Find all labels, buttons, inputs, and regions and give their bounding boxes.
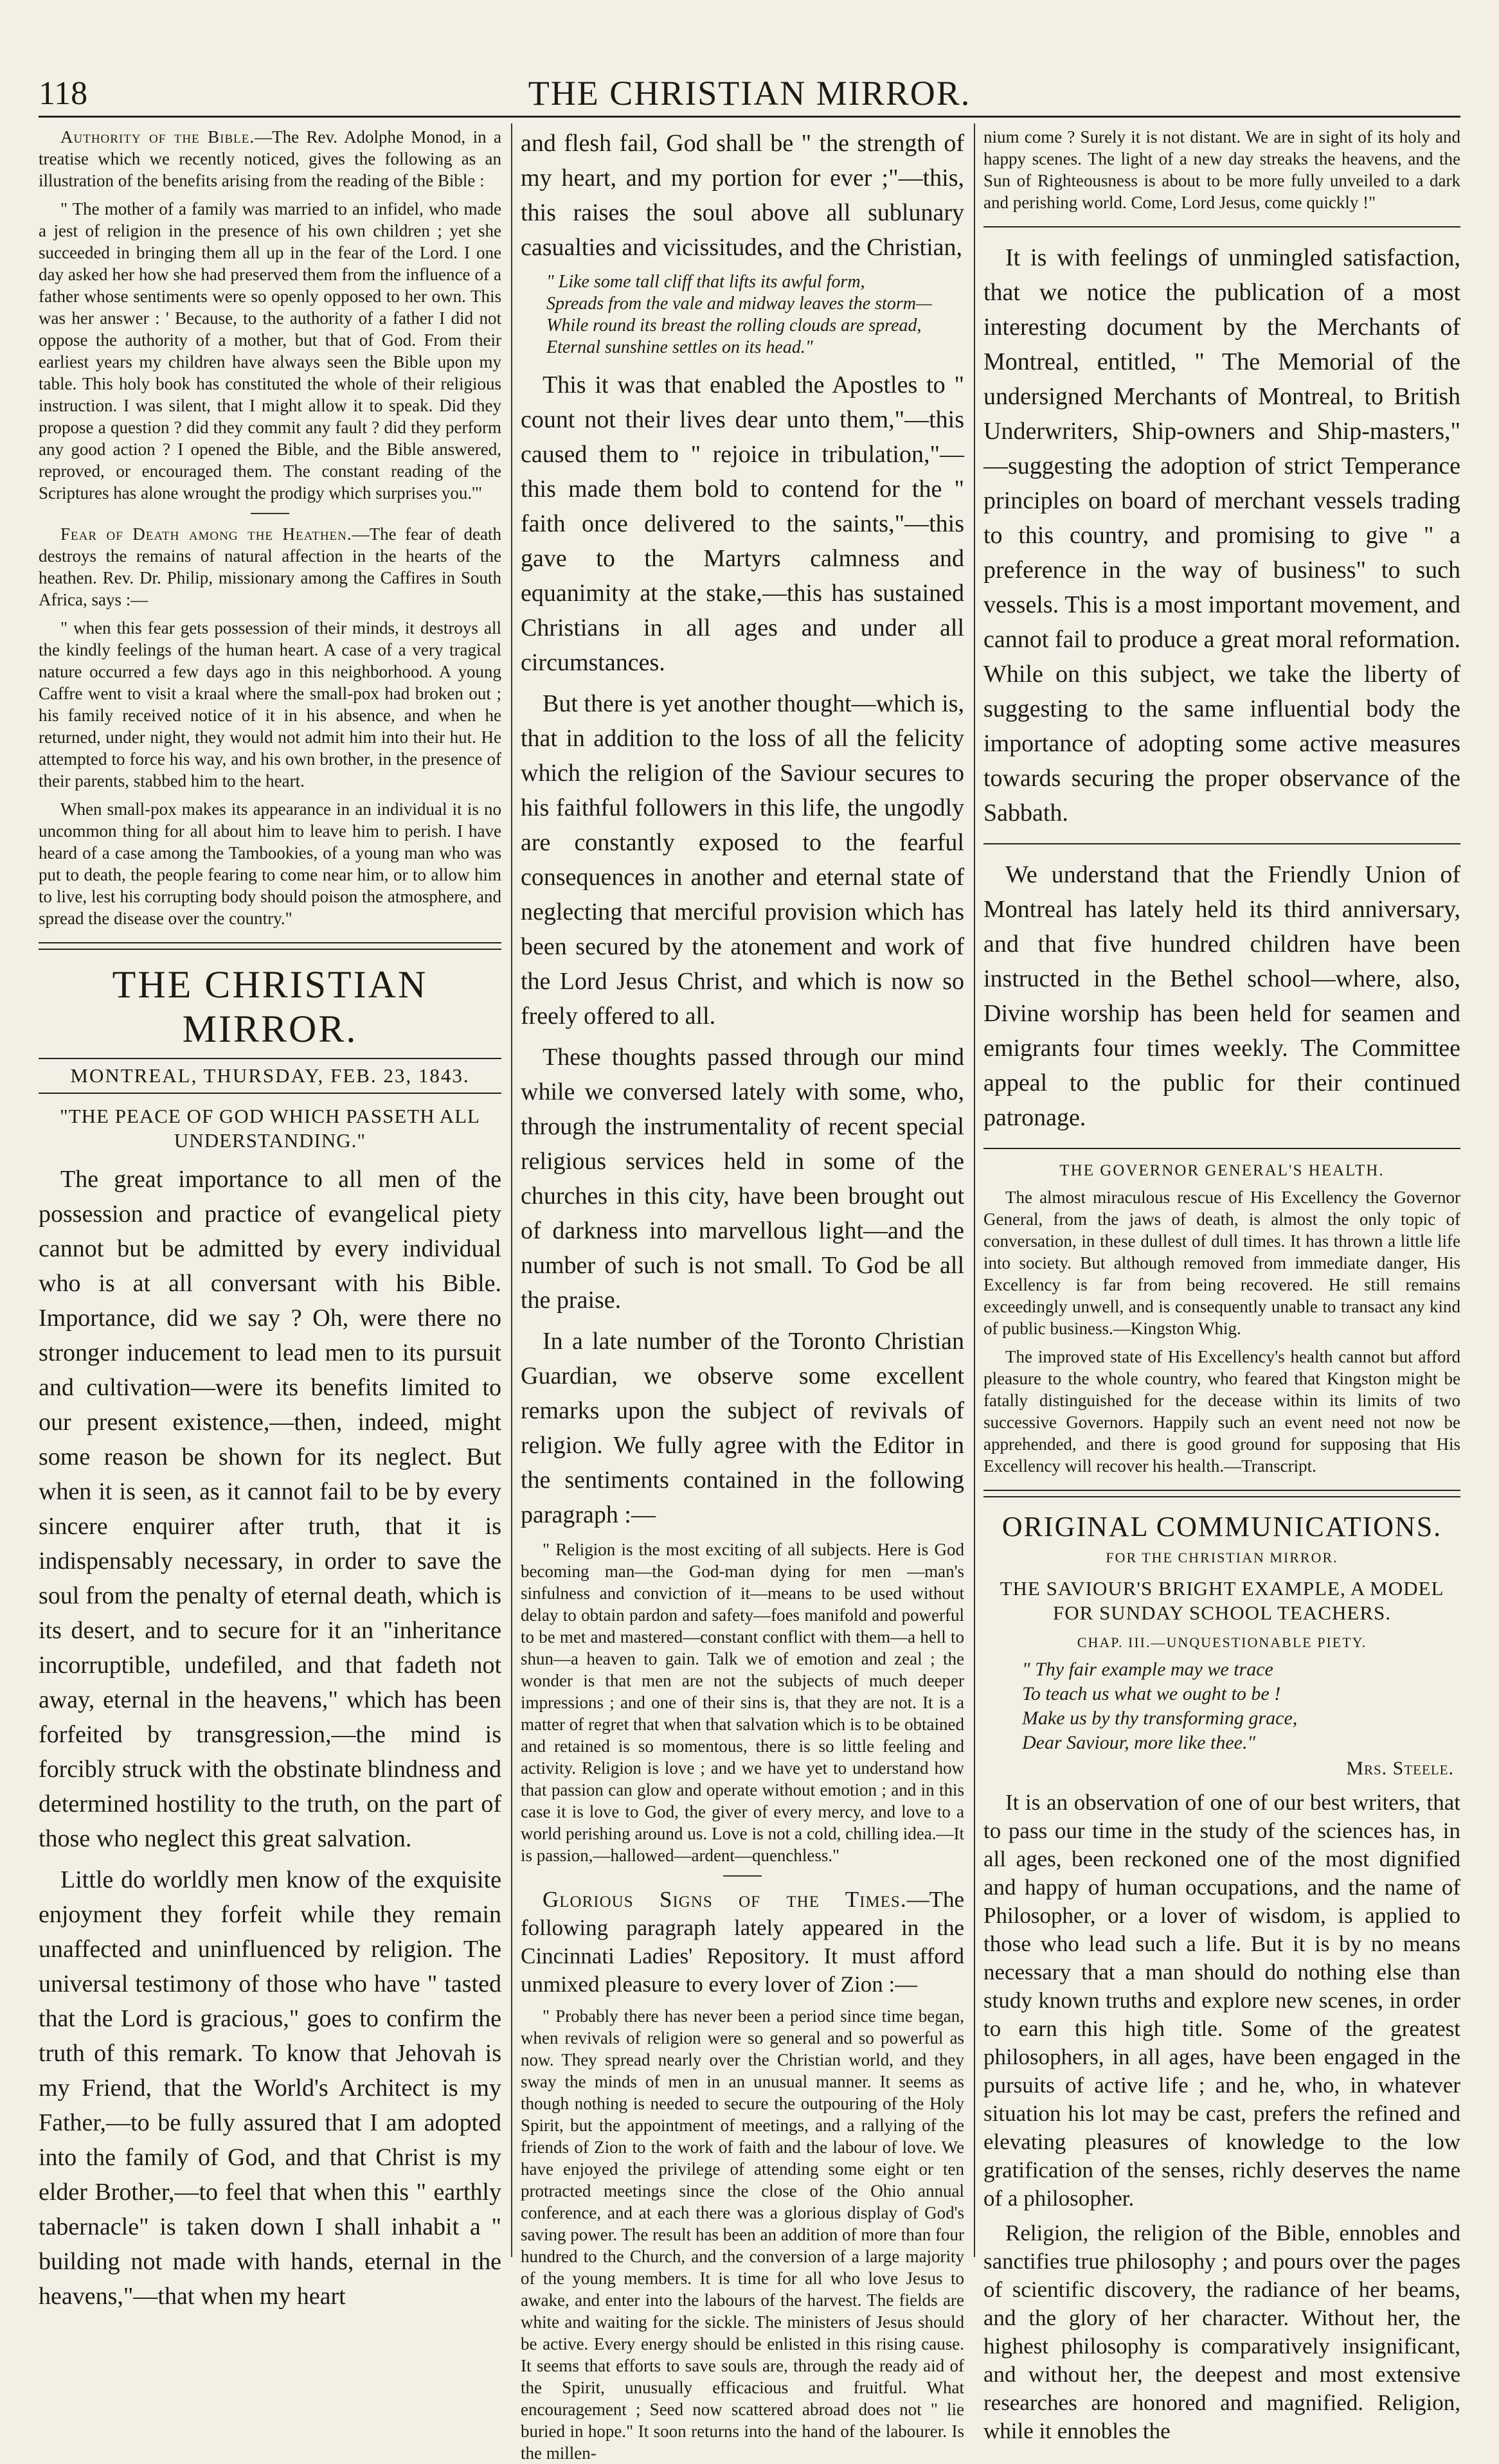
article-heading: "THE PEACE OF GOD WHICH PASSETH ALL UNDERSTANDING."	[60, 1105, 480, 1152]
fear-paragraph	[39, 523, 501, 611]
article-paragraph: These thoughts passed through our mind while we conversed lately with some, who, through the instrumentality of recent special religious services held in some of the churches in this city, have been brought out of darkness into marvellous light—and the number of such is not small. To God be all the praise.	[521, 1044, 964, 1314]
governor-heading: THE GOVERNOR GENERAL'S HEALTH.	[1059, 1162, 1385, 1179]
section-divider	[251, 513, 289, 514]
page-number: 118	[39, 75, 88, 112]
fear-intro: —The fear of death destroys the remains of natural affection in the hearts of the heathen. Rev. Dr. Philip, missionary among the Caffires in South Africa, says :—	[39, 524, 501, 609]
temperance-paragraph: It is with feelings of unmingled satisfaction, that we notice the publication of a most interesting document by the Merchants of Montreal, entitled, " The Memorial of the undersigned Merchants of Montreal, to British Underwriters, Ship-owners and Ship-masters," —suggesting the adoption of strict Temperance principles on board of merchant vessels trading to this country, and promising to give " a preference in the way of business" to such vessels. This is a most important movement, and cannot fail to produce a great moral reformation. While on this subject, we take the liberty of suggesting to the same influential body the importance of adopting some active measures towards securing the proper observance of the Sabbath.	[983, 244, 1460, 826]
authority-paragraph	[39, 126, 501, 192]
dateline-rule	[39, 1058, 501, 1059]
friendly-union-paragraph: We understand that the Friendly Union of Montreal has lately held its third anniversary, and that five hundred children have been instructed in the Bethel school—where, also, Divine worship has been held for seamen and emigrants four times weekly. The Committee appeal to the public for their continued patronage.	[983, 861, 1460, 1131]
section-rule	[983, 1490, 1460, 1497]
verse-quote	[521, 271, 964, 359]
column-1	[39, 126, 501, 2310]
fear-quote: " when this fear gets possession of their minds, it destroys all the kindly feelings of the human heart. A case of a very tragical nature occurred a few days ago in this neighborhood. A young Caffre went to visit a kraal where the small-pox had broken out ; his family received notice of it in his absence, and when he returned, under night, they would not admit him into their hut. He attempted to force his way, and his own brother, in the presence of their parents, stabbed him to the heart.	[39, 618, 501, 790]
column-2	[521, 126, 964, 2463]
masthead: THE CHRISTIAN MIRROR.	[112, 963, 428, 1050]
poem	[983, 1657, 1460, 1755]
fear-heading: Fear of Death among the Heathen.	[60, 524, 352, 544]
column-3	[983, 126, 1460, 2443]
authority-quote: " The mother of a family was married to an infidel, who made a jest of religion in the presence of his own children ; yet she succeeded in bringing them all up in the fear of the Lord. I one day asked her how she had preserved them from the influence of a father whose sentiments were so openly opposed to her own. This was her answer : ' Because, to the authority of a father I did not oppose the authority of a mother, but that of God. From their earliest years my children have always seen the Bible upon my table. This holy book has constituted the whole of their religious instruction. I was silent, that I might allow it to speak. Did they propose a question ? did they commit any fault ? did they perform any good action ? I opened the Bible, and the Bible answered, reproved, or encouraged them. The constant reading of the Scriptures has alone wrought the prodigy which surprises you.'"	[39, 199, 501, 503]
guardian-quote: " Religion is the most exciting of all subjects. Here is God becoming man—the God-man dying for men —man's sinfulness and conviction of it—means to be used without delay to obtain pardon and safety—foes manifold and powerful to be met and mastered—constant conflict with them—a hell to shun—a heaven to gain. Talk we of emotion and zeal ; the wonder is that men are not the subjects of much deeper impressions ; and one of their sins is, that they are not. It is a matter of regret that when that salvation which is to be obtained and retained is so momentous, there is so little feeling and activity. Religion is love ; and we have yet to understand how that passion can glow and operate without emotion ; and in this case it is love to God, the giver of every mercy, and love to a world perishing around us. Love is not a cold, chilling idea.—It is passion,—hallowed—ardent—quenchless."	[521, 1540, 964, 1865]
section-divider	[723, 1875, 762, 1877]
verse-line: Spreads from the vale and midway leaves the storm—	[546, 294, 932, 314]
signs-paragraph	[521, 1886, 964, 1999]
signs-intro: —The following paragraph lately appeared in the Cincinnati Ladies' Repository. It must afford unmixed pleasure to every lover of Zion :—	[521, 1887, 964, 1997]
authority-heading: Authority of the Bible.	[60, 127, 255, 147]
dateline-rule	[39, 1093, 501, 1094]
for-mirror-subheading: FOR THE CHRISTIAN MIRROR.	[1106, 1549, 1338, 1566]
verse-line: While round its breast the rolling clouds are spread,	[546, 316, 922, 335]
signs-heading: Glorious Signs of the Times.	[543, 1887, 907, 1912]
governor-paragraph: The almost miraculous rescue of His Excellency the Governor General, from the jaws of death, is almost the only topic of conversation, in these dullest of dull times. It has thrown a little life into society. But although removed from immediate danger, His Excellency is far from being recovered. He still remains exceedingly unwell, and is consequently unable to transact any kind of public business.—Kingston Whig.	[983, 1188, 1460, 1338]
masthead-rule	[39, 942, 501, 950]
quote-continuation: nium come ? Surely it is not distant. We are in sight of its holy and happy scenes. The light of a new day streaks the heavens, and the Sun of Righteousness is about to be more fully unveiled to a dark and perishing world. Come, Lord Jesus, come quickly !"	[983, 127, 1460, 212]
poem-line: " Thy fair example may we trace	[1022, 1659, 1273, 1680]
original-title: THE SAVIOUR'S BRIGHT EXAMPLE, A MODEL FOR SUNDAY SCHOOL TEACHERS.	[1000, 1577, 1444, 1624]
poem-line: Dear Saviour, more like thee."	[1022, 1732, 1256, 1753]
poem-line: To teach us what we ought to be !	[1022, 1683, 1281, 1704]
running-title: THE CHRISTIAN MIRROR.	[528, 74, 971, 112]
philosophy-paragraph: It is an observation of one of our best writers, that to pass our time in the study of the sciences has, in all ages, been reckoned one of the most dignified and happy of human occupations, and the name of Philosopher, or a lover of wisdom, is applied to those who lead such a life. But it is by no means necessary that a man should do nothing else than study known truths and explore new scenes, in order to earn this high title. Some of the greatest philosophers, in all ages, have been engaged in the pursuits of active life ; and he, who, in whatever situation his lot may be cast, prefers the refined and elevating pleasures of knowledge to the low gratification of the senses, richly deserves the name of a philosopher.	[983, 1790, 1460, 2211]
section-rule	[983, 843, 1460, 844]
authority-intro: —The Rev. Adolphe Monod, in a treatise which we recently noticed, gives the following as an illustration of the benefits arising from the reading of the Bible :	[39, 127, 501, 190]
repository-quote: " Probably there has never been a period since time began, when revivals of religion were so general and so powerful as now. They spread nearly over the Christian world, and they sway the minds of men in an unusual manner. It seems as though nothing is needed to secure the outpouring of the Holy Spirit, but the appointment of meetings, and a rallying of the friends of Zion to the work of faith and the labour of love. We have enjoyed the privilege of attending some eight or ten protracted meetings since the close of the Ohio annual conference, and at each there was a glorious display of God's saving power. The result has been an addition of more than four hundred to the Church, and the conversion of a large majority of the young members. It is time for all who love Jesus to awake, and enter into the labours of the harvest. The fields are white and waiting for the sickle. The ministers of Jesus should be active. Every energy should be enlisted in this rising cause. It seems that efforts to save souls are, through the ready aid of the Spirit, unusually efficacious and fruitful. What encouragement ; Seed now scattered abroad does not " lie buried in hope." It soon returns into the hand of the labourer. Is the millen-	[521, 2006, 964, 2463]
chapter-heading: CHAP. III.—UNQUESTIONABLE PIETY.	[1077, 1634, 1367, 1650]
article-paragraph: This it was that enabled the Apostles to " count not their lives dear unto them,"—this caused them to " rejoice in tribulation,"—this made them bold to contend for the " faith once delivered to the saints,"—this gave to the Martyrs calmness and equanimity at the stake,—this has sustained Christians in all ages and under all circumstances.	[521, 371, 964, 676]
header-rule	[39, 116, 1460, 118]
article-paragraph: But there is yet another thought—which is, that in addition to the loss of all the felicity which the religion of the Saviour secures to his faithful followers in this life, the ungodly are constantly exposed to the fearful consequences in another and eternal state of neglecting that merciful provision which has been secured by the atonement and work of the Lord Jesus Christ, and which is now so freely offered to all.	[521, 690, 964, 1030]
article-paragraph: Little do worldly men know of the exquisite enjoyment they forfeit while they remain unaffected and uninfluenced by religion. The universal testimony of those who have " tasted that the Lord is gracious," goes to confirm the truth of this remark. To know that Jehovah is my Friend, that the World's Architect is my Father,—to be fully assured that I am adopted into the family of God, and that Christ is my elder Brother,—to feel that when this " earthly tabernacle" is taken down I shall inhabit a " building not made with hands, eternal in the heavens,"—that when my heart	[39, 1866, 501, 2310]
verse-line: " Like some tall cliff that lifts its awful form,	[546, 272, 865, 292]
governor-paragraph: The improved state of His Excellency's health cannot but afford pleasure to the whole country, who feared that Kingston might be fatally distinguished for the decease within its limits of two successive Governors. Happily such an event need not now be apprehended, and there is good ground for supposing that His Excellency will recover his health.—Transcript.	[983, 1347, 1460, 1476]
running-head	[39, 69, 1460, 114]
dateline: MONTREAL, THURSDAY, FEB. 23, 1843.	[70, 1064, 470, 1087]
verse-line: Eternal sunshine settles on its head."	[546, 337, 813, 357]
article-continuation: and flesh fail, God shall be " the strength of my heart, and my portion for ever ;"—this, this raises the soul above all sublunary casualties and vicissitudes, and the Christian,	[521, 130, 964, 261]
section-rule	[983, 226, 1460, 228]
fear-quote-2: When small-pox makes its appearance in an individual it is no uncommon thing for all about him to leave him to perish. I have heard of a case among the Tambookies, of a young man who was put to death, the people fearing to come near him, or to allow him to live, lest his corrupting body should poison the atmosphere, and spread the disease over the country."	[39, 799, 501, 928]
poem-attribution: Mrs. Steele.	[1346, 1758, 1454, 1779]
article-paragraph: In a late number of the Toronto Christian Guardian, we observe some excellent remarks upon the subject of revivals of religion. We fully agree with the Editor in the sentiments contained in the following paragraph :—	[521, 1328, 964, 1528]
religion-paragraph: Religion, the religion of the Bible, ennobles and sanctifies true philosophy ; and pours over the pages of scientific discovery, the radiance of her beams, and the glory of her character. Without her, the highest philosophy is comparatively insignificant, and without her, the deepest and most extensive researches are honored and magnified. Religion, while it ennobles the	[983, 2220, 1460, 2443]
section-rule	[983, 1148, 1460, 1149]
article-paragraph: The great importance to all men of the possession and practice of evangelical piety cannot but be admitted by every individual who is at all conversant with his Bible. Importance, did we say ? Oh, were there no stronger inducement to lead men to its pursuit and cultivation—were its benefits limited to our present existence,—then, indeed, might some reason be shown for its neglect. But when it is seen, as it cannot fail to be by every sincere enquirer after truth, that it is indispensably necessary, in order to save the soul from the penalty of eternal death, which is its desert, and to secure for it an "inheritance incorruptible, undefiled, and that fadeth not away, eternal in the heavens," which has been forfeited by transgression,—the mind is forcibly struck with the obstinate blindness and determined hostility to the truth, on the part of those who neglect this great salvation.	[39, 1166, 501, 1852]
column-divider	[511, 123, 512, 2257]
poem-line: Make us by thy transforming grace,	[1022, 1708, 1298, 1729]
column-divider	[974, 123, 975, 2257]
original-communications-heading: ORIGINAL COMMUNICATIONS.	[1001, 1511, 1442, 1542]
